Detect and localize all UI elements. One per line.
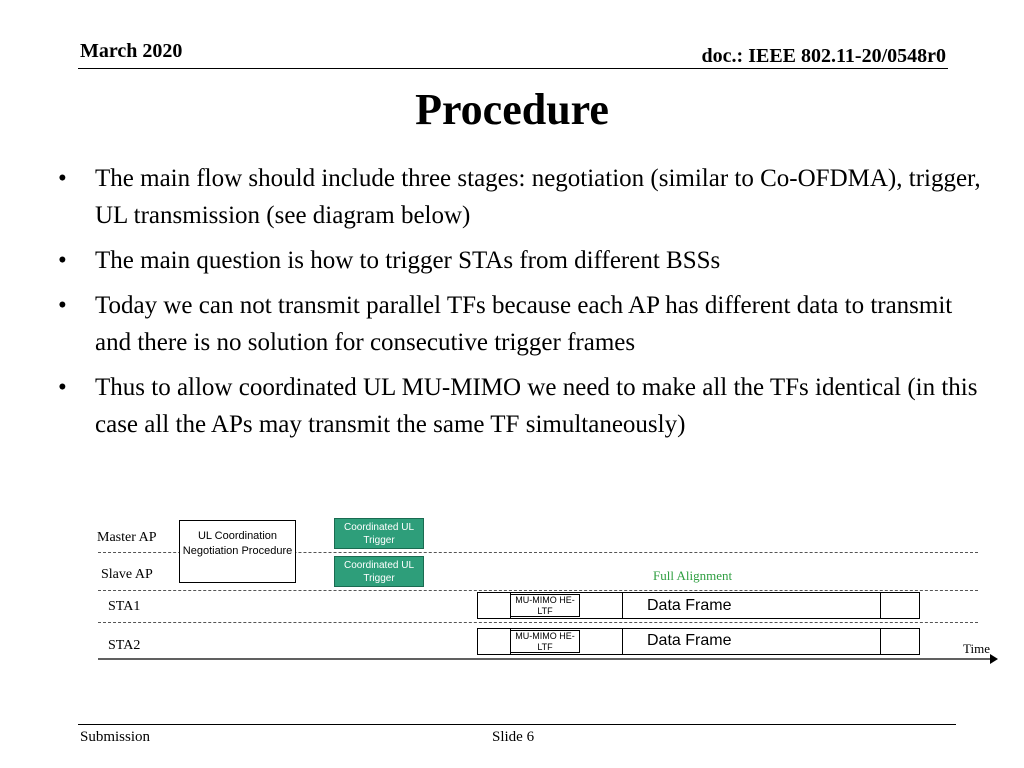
bullet-dot-icon: •	[58, 292, 67, 319]
coordinated-trigger-slave: Coordinated UL Trigger	[334, 556, 424, 587]
negotiation-procedure-box: UL Coordination Negotiation Procedure	[179, 520, 296, 583]
time-axis-arrow	[96, 652, 1000, 666]
row-separator	[98, 622, 978, 623]
full-alignment-label: Full Alignment	[653, 568, 733, 583]
bullet-dot-icon: •	[58, 247, 67, 274]
row-separator	[98, 590, 978, 591]
footer-submission: Submission	[80, 729, 151, 745]
frame-divider	[622, 628, 623, 655]
row-label-master-ap: Master AP	[97, 530, 157, 545]
header-date: March 2020	[80, 40, 183, 62]
time-label: Time	[963, 641, 990, 656]
row-label-sta1: STA1	[108, 599, 141, 614]
sta2-data-frame: Data Frame	[647, 632, 732, 649]
header-divider	[78, 68, 948, 69]
sta1-he-ltf: MU-MIMO HE-LTF	[510, 594, 580, 617]
bullet-item: • The main question is how to trigger STAs from different BSSs	[58, 242, 988, 279]
bullet-dot-icon: •	[58, 374, 67, 401]
bullet-item: • Thus to allow coordinated UL MU-MIMO we need to make all the TFs identical (in this case all the APs may transmit the same TF simultaneously)	[58, 369, 988, 443]
frame-divider	[880, 592, 881, 619]
footer-divider	[78, 724, 956, 725]
frame-divider	[622, 592, 623, 619]
sta1-data-frame: Data Frame	[647, 597, 732, 614]
bullet-dot-icon: •	[58, 165, 67, 192]
footer-slide-number: Slide 6	[492, 729, 535, 745]
coordinated-trigger-master: Coordinated UL Trigger	[334, 518, 424, 549]
slide-title: Procedure	[415, 85, 609, 134]
bullet-list	[58, 160, 988, 451]
sta2-he-ltf: MU-MIMO HE-LTF	[510, 630, 580, 653]
header-doc-id: doc.: IEEE 802.11-20/0548r0	[701, 45, 946, 67]
row-label-sta2: STA2	[108, 638, 141, 653]
bullet-item: • The main flow should include three stages: negotiation (similar to Co-OFDMA), trigger, UL transmission (see diagram below)	[58, 160, 988, 234]
row-label-slave-ap: Slave AP	[101, 567, 153, 582]
bullet-item: • Today we can not transmit parallel TFs because each AP has different data to transmit and there is no solution for consecutive trigger frames	[58, 287, 988, 361]
frame-divider	[880, 628, 881, 655]
